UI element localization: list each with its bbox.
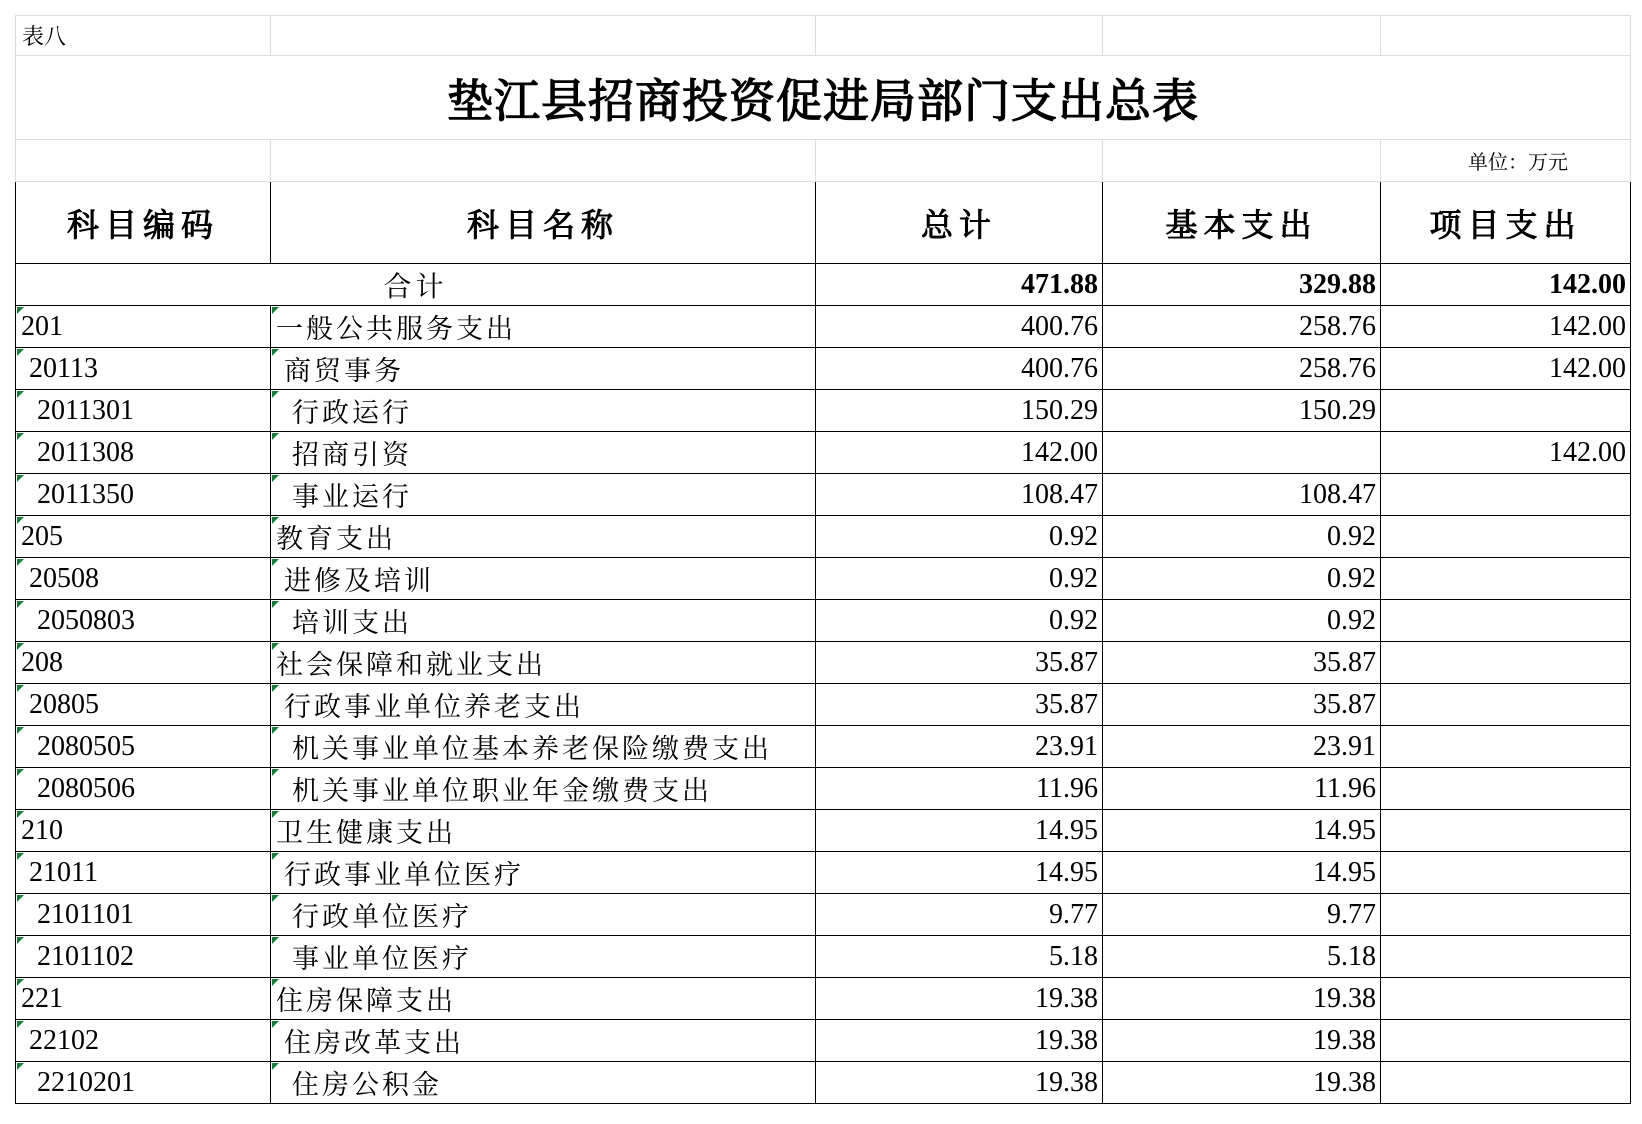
table-row [16, 558, 1631, 600]
name-cell[interactable]: 卫生健康支出 [271, 810, 816, 852]
project-cell[interactable] [1381, 978, 1631, 1020]
table-row [16, 1020, 1631, 1062]
name-cell[interactable]: 行政事业单位医疗 [271, 852, 816, 894]
name-cell[interactable]: 行政事业单位养老支出 [271, 684, 816, 726]
project-cell[interactable] [1381, 684, 1631, 726]
code-cell[interactable]: 20805 [16, 684, 271, 726]
code-cell[interactable]: 2080505 [16, 726, 271, 768]
empty-cell[interactable] [1381, 16, 1631, 56]
project-cell[interactable]: 142.00 [1381, 432, 1631, 474]
header-code[interactable]: 科目编码 [16, 182, 271, 264]
basic-cell[interactable]: 0.92 [1103, 558, 1381, 600]
table-row [16, 600, 1631, 642]
table-row [16, 348, 1631, 390]
code-cell[interactable]: 210 [16, 810, 271, 852]
basic-cell[interactable]: 14.95 [1103, 810, 1381, 852]
total-project[interactable]: 142.00 [1381, 264, 1631, 306]
total-cell[interactable]: 400.76 [816, 348, 1103, 390]
total-cell[interactable]: 14.95 [816, 852, 1103, 894]
unit-row [16, 140, 1631, 182]
table-row [16, 684, 1631, 726]
header-name[interactable]: 科目名称 [271, 182, 816, 264]
project-cell[interactable] [1381, 1020, 1631, 1062]
code-cell[interactable]: 2101101 [16, 894, 271, 936]
unit-label[interactable]: 单位：万元 [1381, 140, 1631, 182]
total-basic[interactable]: 329.88 [1103, 264, 1381, 306]
total-row [16, 264, 1631, 306]
table-row [16, 642, 1631, 684]
total-cell[interactable]: 9.77 [816, 894, 1103, 936]
table-row [16, 894, 1631, 936]
code-cell[interactable]: 20508 [16, 558, 271, 600]
table-row [16, 390, 1631, 432]
total-cell[interactable]: 150.29 [816, 390, 1103, 432]
empty-cell[interactable] [16, 140, 271, 182]
table-row [16, 810, 1631, 852]
basic-cell[interactable]: 19.38 [1103, 978, 1381, 1020]
project-cell[interactable] [1381, 726, 1631, 768]
total-cell[interactable]: 400.76 [816, 306, 1103, 348]
project-cell[interactable] [1381, 852, 1631, 894]
code-cell[interactable]: 201 [16, 306, 271, 348]
table-row [16, 978, 1631, 1020]
table-row [16, 516, 1631, 558]
name-cell[interactable]: 住房保障支出 [271, 978, 816, 1020]
table-row [16, 726, 1631, 768]
basic-cell[interactable]: 23.91 [1103, 726, 1381, 768]
empty-cell[interactable] [1103, 140, 1381, 182]
total-cell[interactable]: 0.92 [816, 600, 1103, 642]
header-basic[interactable]: 基本支出 [1103, 182, 1381, 264]
basic-cell[interactable]: 0.92 [1103, 516, 1381, 558]
name-cell[interactable]: 机关事业单位职业年金缴费支出 [271, 768, 816, 810]
basic-cell[interactable]: 11.96 [1103, 768, 1381, 810]
table-row [16, 936, 1631, 978]
header-project[interactable]: 项目支出 [1381, 182, 1631, 264]
total-cell[interactable]: 19.38 [816, 1062, 1103, 1104]
project-cell[interactable] [1381, 810, 1631, 852]
table-row [16, 852, 1631, 894]
total-cell[interactable]: 35.87 [816, 642, 1103, 684]
project-cell[interactable]: 142.00 [1381, 306, 1631, 348]
table-row [16, 432, 1631, 474]
project-cell[interactable] [1381, 390, 1631, 432]
total-cell[interactable]: 142.00 [816, 432, 1103, 474]
basic-cell[interactable]: 258.76 [1103, 348, 1381, 390]
name-cell[interactable]: 机关事业单位基本养老保险缴费支出 [271, 726, 816, 768]
basic-cell[interactable]: 0.92 [1103, 600, 1381, 642]
name-cell[interactable]: 招商引资 [271, 432, 816, 474]
project-cell[interactable] [1381, 642, 1631, 684]
title-row [16, 56, 1631, 140]
total-cell[interactable]: 19.38 [816, 978, 1103, 1020]
project-cell[interactable] [1381, 894, 1631, 936]
empty-cell[interactable] [271, 16, 816, 56]
project-cell[interactable] [1381, 516, 1631, 558]
project-cell[interactable] [1381, 600, 1631, 642]
sheet-label[interactable]: 表八 [16, 16, 271, 56]
header-row [16, 182, 1631, 264]
code-cell[interactable]: 2050803 [16, 600, 271, 642]
sheet-label-row [16, 16, 1631, 56]
basic-cell[interactable]: 35.87 [1103, 642, 1381, 684]
table-row [16, 306, 1631, 348]
code-cell[interactable]: 2011301 [16, 390, 271, 432]
name-cell[interactable]: 行政单位医疗 [271, 894, 816, 936]
name-cell[interactable]: 社会保障和就业支出 [271, 642, 816, 684]
basic-cell[interactable]: 5.18 [1103, 936, 1381, 978]
project-cell[interactable]: 142.00 [1381, 348, 1631, 390]
basic-cell[interactable]: 19.38 [1103, 1062, 1381, 1104]
code-cell[interactable]: 205 [16, 516, 271, 558]
project-cell[interactable] [1381, 1062, 1631, 1104]
basic-cell[interactable]: 9.77 [1103, 894, 1381, 936]
code-cell[interactable]: 22102 [16, 1020, 271, 1062]
total-cell[interactable]: 0.92 [816, 558, 1103, 600]
code-cell[interactable]: 221 [16, 978, 271, 1020]
total-sum[interactable]: 471.88 [816, 264, 1103, 306]
page-title[interactable]: 垫江县招商投资促进局部门支出总表 [16, 56, 1631, 140]
table-row [16, 1062, 1631, 1104]
total-cell[interactable]: 23.91 [816, 726, 1103, 768]
code-cell[interactable]: 2011308 [16, 432, 271, 474]
code-cell[interactable]: 21011 [16, 852, 271, 894]
name-cell[interactable]: 住房改革支出 [271, 1020, 816, 1062]
basic-cell[interactable]: 14.95 [1103, 852, 1381, 894]
spreadsheet [15, 15, 1630, 1112]
empty-cell[interactable] [271, 140, 816, 182]
total-label[interactable]: 合计 [16, 264, 816, 306]
expenditure-table [15, 15, 1631, 1104]
empty-cell[interactable] [816, 140, 1103, 182]
name-cell[interactable]: 事业运行 [271, 474, 816, 516]
empty-cell[interactable] [816, 16, 1103, 56]
name-cell[interactable]: 事业单位医疗 [271, 936, 816, 978]
name-cell[interactable]: 商贸事务 [271, 348, 816, 390]
total-cell[interactable]: 14.95 [816, 810, 1103, 852]
name-cell[interactable]: 教育支出 [271, 516, 816, 558]
total-cell[interactable]: 35.87 [816, 684, 1103, 726]
name-cell[interactable]: 进修及培训 [271, 558, 816, 600]
project-cell[interactable] [1381, 936, 1631, 978]
name-cell[interactable]: 一般公共服务支出 [271, 306, 816, 348]
code-cell[interactable]: 2080506 [16, 768, 271, 810]
empty-cell[interactable] [1103, 16, 1381, 56]
code-cell[interactable]: 2101102 [16, 936, 271, 978]
basic-cell[interactable] [1103, 432, 1381, 474]
name-cell[interactable]: 行政运行 [271, 390, 816, 432]
name-cell[interactable]: 住房公积金 [271, 1062, 816, 1104]
total-cell[interactable]: 0.92 [816, 516, 1103, 558]
total-cell[interactable]: 108.47 [816, 474, 1103, 516]
basic-cell[interactable]: 35.87 [1103, 684, 1381, 726]
code-cell[interactable]: 2210201 [16, 1062, 271, 1104]
table-row [16, 768, 1631, 810]
basic-cell[interactable]: 258.76 [1103, 306, 1381, 348]
total-cell[interactable]: 5.18 [816, 936, 1103, 978]
basic-cell[interactable]: 108.47 [1103, 474, 1381, 516]
header-total[interactable]: 总计 [816, 182, 1103, 264]
total-cell[interactable]: 11.96 [816, 768, 1103, 810]
basic-cell[interactable]: 150.29 [1103, 390, 1381, 432]
project-cell[interactable] [1381, 558, 1631, 600]
project-cell[interactable] [1381, 768, 1631, 810]
code-cell[interactable]: 20113 [16, 348, 271, 390]
project-cell[interactable] [1381, 474, 1631, 516]
basic-cell[interactable]: 19.38 [1103, 1020, 1381, 1062]
code-cell[interactable]: 2011350 [16, 474, 271, 516]
total-cell[interactable]: 19.38 [816, 1020, 1103, 1062]
table-row [16, 474, 1631, 516]
name-cell[interactable]: 培训支出 [271, 600, 816, 642]
code-cell[interactable]: 208 [16, 642, 271, 684]
